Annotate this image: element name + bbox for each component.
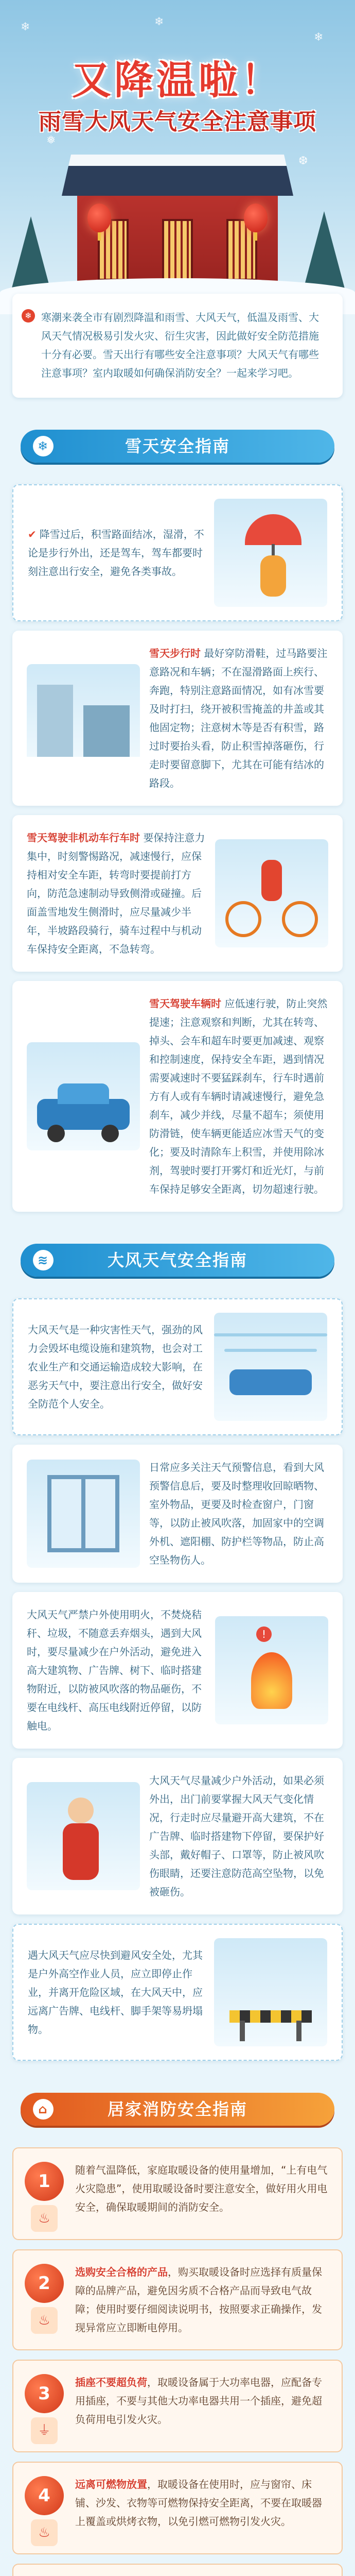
- window-wind-illustration: [27, 1460, 140, 1568]
- wind-icon: ≋: [33, 1250, 54, 1270]
- item-number: 1: [25, 2162, 64, 2201]
- card-text: 日常应多关注天气预警信息，看到大风预警信息后，要及时整理收回晾晒物、室外物品，更要及时检查窗户，门窗等，以防止被风吹落，加固家中的空调外机、遮阳棚、防护栏等物品，防止高空坠物伤人。: [149, 1461, 324, 1566]
- flame-icon: ♨: [31, 2519, 58, 2546]
- wind-card-forecast: [12, 1445, 343, 1583]
- snowflake-icon: ❄: [21, 21, 30, 33]
- fire-item: [12, 2564, 343, 2576]
- car-snow-illustration: [27, 1042, 140, 1150]
- plug-icon: ⏚: [31, 2417, 58, 2444]
- item-number: 2: [25, 2264, 64, 2303]
- hero-banner: [0, 0, 355, 314]
- snow-card-road: [12, 484, 343, 621]
- snowflake-icon: ❄: [33, 436, 54, 456]
- section-banner: [21, 2093, 334, 2126]
- item-number: 4: [25, 2476, 64, 2515]
- hero-title: 又降温啦！: [72, 57, 283, 103]
- intro-text: 寒潮来袭全市有剧烈降温和雨雪、大风天气，低温及雨雪、大风天气情况极易引发火灾、衍生灾害，因此做好安全防范措施十分有必要。雪天出行有哪些安全注意事项？大风天气有哪些注意事项？室内取暖如何确保消防安全？一起来学习吧。: [41, 311, 319, 379]
- item-text: 随着气温降低，家庭取暖设备的使用量增加，“上有电气火灾隐患”，使用取暖设备时要注意安全，做好用火用电安全，确保取暖期间的消防安全。: [75, 2164, 328, 2213]
- card-text: 雪天驾驶车辆时 应低速行驶，防止突然提速；注意观察和判断，尤其在转弯、掉头、会车和超车时要更加减速、观察和控制速度，保持安全车距，遇到情况需要减速时不要猛踩刹车，行车时遇前方有人或有车辆时请减速慢行，避免急刹车，减少并线，尽量不超车；须使用防滑链，使车辆更能适应冰雪天气的变化；要及时清除车上积雪，并使用除冰剂，驾驶时要打开雾灯和近光灯，与前车保持足够安全距离，切勿超速行驶。: [149, 997, 328, 1195]
- walker-illustration: [27, 1782, 140, 1890]
- card-text: 大风天气尽量减少户外活动，如果必须外出，出门前要掌握大风天气变化情况，行走时应尽量避开高大建筑，不在广告牌、临时搭建物下停留，要保护好头部，戴好帽子、口罩等，防止被风吹伤眼睛，还要注意防范高空坠物，以免被砸伤。: [149, 1774, 324, 1898]
- snowflake-icon: ❆: [298, 155, 308, 167]
- window-illustration: [162, 219, 193, 281]
- snow-card-driving: [12, 981, 343, 1212]
- snow-card-bike: [12, 815, 343, 972]
- roof-illustration: [62, 155, 293, 196]
- item-text: 插座不要超负荷，取暖设备属于大功率电器，应配备专用插座，不要与其他大功率电器共用一个插座，避免超负荷用电引发火灾。: [75, 2376, 322, 2426]
- snowy-street-illustration: [27, 664, 140, 772]
- tree-illustration: [10, 216, 51, 294]
- intro-card: [12, 294, 343, 398]
- snow-card-walking: [12, 631, 343, 806]
- section-banner: [21, 430, 334, 463]
- lantern-icon: [244, 204, 268, 232]
- heater-icon: ♨: [31, 2307, 58, 2334]
- snowflake-icon: ❄: [314, 31, 324, 44]
- check-icon: ✔: [28, 528, 37, 540]
- item-number: 3: [25, 2374, 64, 2413]
- fire-item: [12, 2147, 343, 2240]
- wind-card-intro: [12, 1298, 343, 1435]
- wind-card-fire: [12, 1592, 343, 1749]
- section-snow-header: [0, 418, 355, 475]
- card-text: 雪天步行时 最好穿防滑鞋，过马路要注意路况和车辆；不在湿滑路面上疾行、奔跑，特别注意路面情况，如有冰雪要及时打扫，绕开被积雪掩盖的井盖或其他固定物；注意树木等是否有积雪，路过时要抬头看，防止积雪掉落砸伤，行走时要留意脚下，尤其在可能有结冰的路段。: [149, 647, 328, 789]
- card-text: 雪天驾驶非机动车行车时 要保持注意力集中，时刻警惕路况，减速慢行，应保持相对安全车距，转弯时要提前打方向，防范急速制动导致侧滑或碰撞。后面盖雪地发生侧滑时，应尽量减少半年，半坡路段骑行，骑车过程中与机动车保持安全距离，不急转弯。: [27, 832, 205, 955]
- construction-illustration: [214, 1938, 327, 2046]
- section-banner: [21, 1244, 334, 1277]
- lantern-icon: [87, 204, 111, 232]
- section-title: 大风天气安全指南: [107, 1250, 247, 1270]
- fire-hazard-illustration: !: [215, 1616, 328, 1724]
- house-icon: ⌂: [33, 2099, 54, 2120]
- snowflake-icon: ❄: [154, 15, 164, 28]
- card-text: 遇大风天气应尽快到避风安全处，尤其是户外高空作业人员，应立即停止作业，并离开危险区域，在大风天中，应远离广告牌、电线杆、脚手架等易坍塌物。: [28, 1949, 203, 2036]
- person-umbrella-illustration: [214, 499, 327, 607]
- hero-subtitle: 雨雪大风天气安全注意事项: [39, 109, 316, 135]
- item-text: 远离可燃物放置，取暖设备在使用时，应与窗帘、床铺、沙发、衣物等可燃物保持安全距离，不要在取暖器上覆盖或烘烤衣物，以免引燃可燃物引发火灾。: [75, 2478, 322, 2528]
- card-text: 大风天气严禁户外使用明火，不焚烧秸秆、垃圾，不随意丢弃烟头，遇到大风时，要尽量减少在户外活动，避免进入高大建筑物、广告牌、树下、临时搭建物附近，以防被风吹落的物品砸伤，不要在电线杆、高压电线附近停留，以防触电。: [27, 1608, 202, 1732]
- section-title: 居家消防安全指南: [107, 2099, 247, 2119]
- section-wind-header: [0, 1232, 355, 1289]
- fire-item: [12, 2462, 343, 2554]
- wind-card-outing: [12, 1758, 343, 1914]
- blown-car-illustration: [214, 1313, 327, 1421]
- snowflake-icon: ❅: [46, 134, 56, 147]
- wind-card-shelter: [12, 1924, 343, 2061]
- bullet-icon: ❄: [22, 309, 35, 323]
- section-fire-header: [0, 2081, 355, 2138]
- fire-item: [12, 2360, 343, 2452]
- cyclist-illustration: [215, 839, 328, 947]
- card-text: 大风天气是一种灾害性天气，强劲的风力会毁坏电缆设施和建筑物，也会对工农业生产和交通运输造成较大影响，在恶劣天气中，要注意出行安全，做好安全防范个人安全。: [28, 1324, 203, 1410]
- item-text: 选购安全合格的产品，购买取暖设备时应选择有质量保障的品牌产品，避免因劣质不合格产品而导致电气故障；使用时要仔细阅读说明书，按照要求正确操作，发现异常应立即断电停用。: [75, 2266, 322, 2334]
- card-text: ✔ 降雪过后，积雪路面结冰，湿滑，不论是步行外出，还是驾车，驾车都要时刻注意出行安全，避免各类事故。: [28, 528, 204, 578]
- section-title: 雪天安全指南: [125, 436, 230, 456]
- heater-icon: ♨: [31, 2205, 58, 2232]
- tree-illustration: [304, 211, 345, 289]
- fire-item: [12, 2249, 343, 2350]
